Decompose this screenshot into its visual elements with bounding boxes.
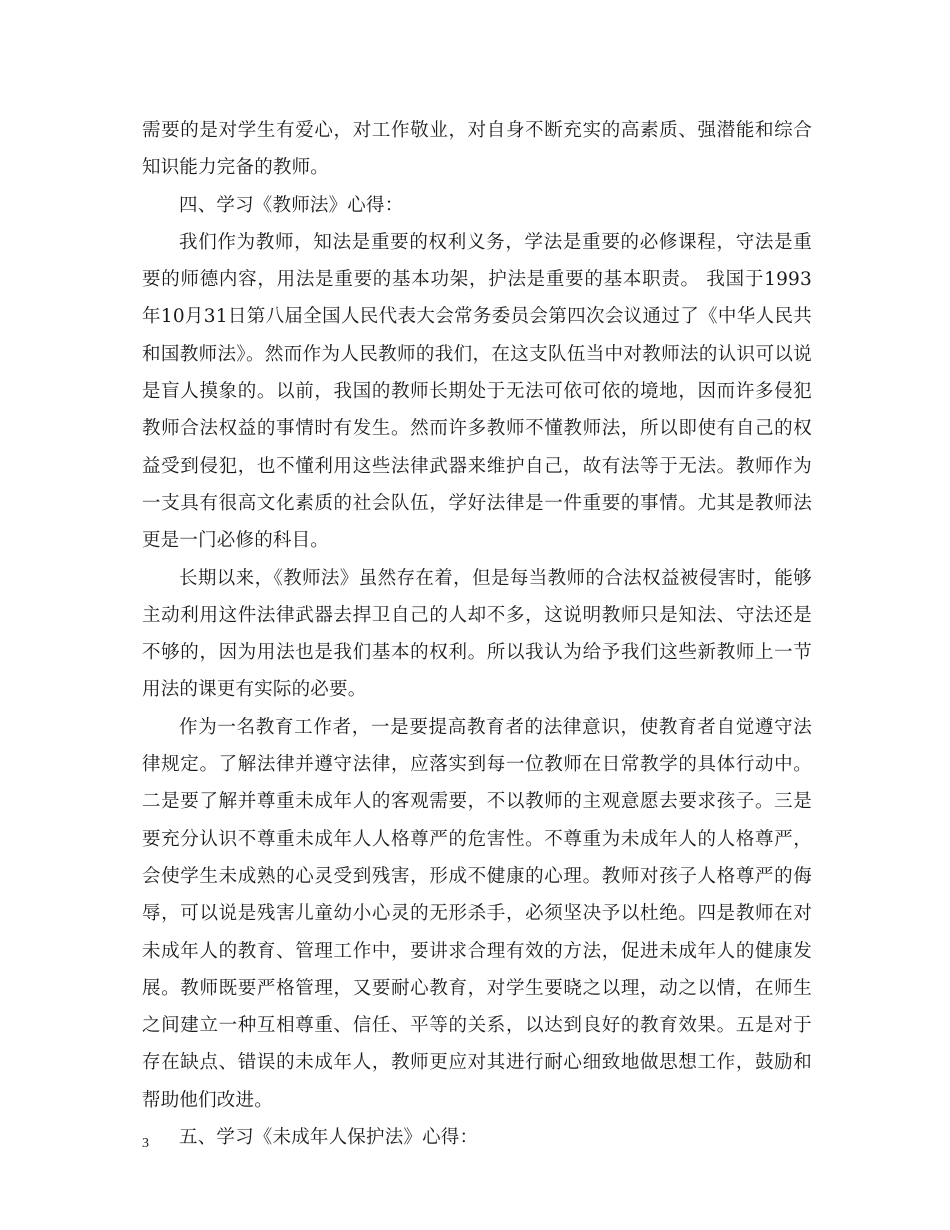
section-heading-teachers-law: 四、学习《教师法》心得： — [179, 194, 404, 216]
document-body — [142, 112, 812, 1156]
paragraph-educator-duties: 作为一名教育工作者，一是要提高教育者的法律意识，使教育者自觉遵守法律规定。了解法律并遵守法律，应落实到每一位教师在日常教学的具体行动中。二是要了解并尊重未成年人的客观需要，不以教师的主观意愿去要求孩子。三是要充分认识不尊重未成年人人格尊严的危害性。不尊重为未成年人的人格尊严，会使学生未成熟的心灵受到残害，形成不健康的心理。教师对孩子人格尊严的侮辱，可以说是残害儿童幼小心灵的无形杀手，必须坚决予以杜绝。四是教师在对未成年人的教育、管理工作中，要讲求合理有效的方法，促进未成年人的健康发展。教师既要严格管理，又要耐心教育，对学生要晓之以理，动之以情，在师生之间建立一种互相尊重、信任、平等的关系，以达到良好的教育效果。五是对于存在缺点、错误的未成年人，教师更应对其进行耐心细致地做思想工作，鼓励和帮助他们改进。 — [142, 716, 812, 1111]
paragraph-teachers-law-knowledge: 我们作为教师，知法是重要的权利义务，学法是重要的必修课程，守法是重要的师德内容，用法是重要的基本功架，护法是重要的基本职责。 我国于1993年10月31日第八届全国人民代表大会常务委员会第四次会议通过了《中华人民共和国教师法》。然而作为人民教师的我们，在这支队伍当中对教师法的认识可以说是盲人摸象的。以前，我国的教师长期处于无法可依可依的境地，因而许多侵犯教师合法权益的事情时有发生。然而许多教师不懂教师法，所以即使有自己的权益受到侵犯，也不懂利用这些法律武器来维护自己，故有法等于无法。教师作为一支具有很高文化素质的社会队伍，学好法律是一件重要的事情。尤其是教师法更是一门必修的科目。 — [142, 231, 812, 552]
page-number: 3 — [142, 1136, 149, 1151]
section-heading-minors-protection-law: 五、学习《未成年人保护法》心得： — [179, 1127, 479, 1149]
paragraph-teachers-law-usage: 长期以来，《教师法》虽然存在着，但是每当教师的合法权益被侵害时，能够主动利用这件法律武器去捍卫自己的人却不多，这说明教师只是知法、守法还是不够的，因为用法也是我们基本的权利。所以我认为给予我们这些新教师上一节用法的课更有实际的必要。 — [142, 567, 812, 701]
paragraph-continuation: 需要的是对学生有爱心，对工作敬业，对自身不断充实的高素质、强潜能和综合知识能力完备的教师。 — [142, 120, 812, 179]
